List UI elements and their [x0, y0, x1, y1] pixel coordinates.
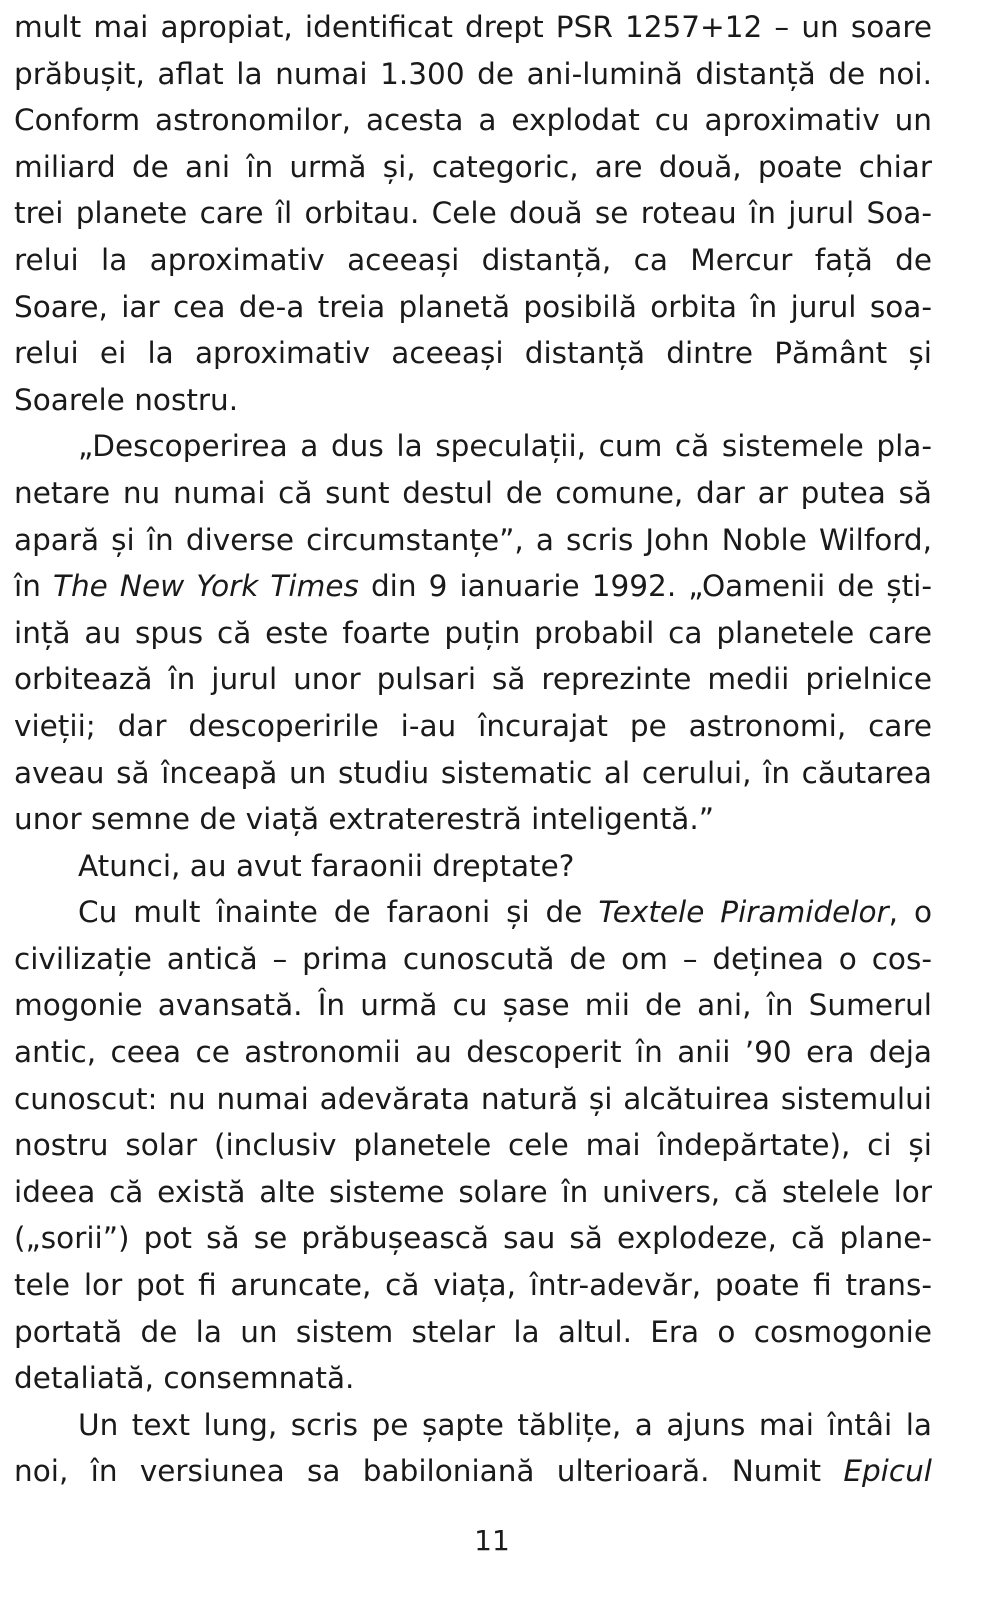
- text-line: netare nu numai că sunt destul de comune, dar ar putea să: [14, 475, 932, 510]
- text-line: Soare, iar cea de-a treia planetă posibilă orbita în jurul soa-: [14, 289, 932, 324]
- text-line: vieții; dar descoperirile i-au încurajat pe astronomi, care: [14, 708, 932, 743]
- text-line: („sorii”) pot să se prăbușească sau să explodeze, că plane-: [14, 1221, 932, 1256]
- text-line: [14, 563, 932, 610]
- text-line: Atunci, au avut faraonii dreptate?: [78, 848, 575, 883]
- text-line: aveau să înceapă un studiu sistematic al cerului, în căutarea: [14, 755, 932, 790]
- text-line: [14, 1448, 932, 1495]
- italic-title: Epicul: [843, 1454, 932, 1489]
- text-line: civilizație antică – prima cunoscută de om – deținea o cos-: [14, 941, 932, 976]
- text-line: Un text lung, scris pe șapte tăblițe, a ajuns mai întâi la: [78, 1407, 932, 1442]
- text-line: relui la aproximativ aceeași distanță, ca Mercur față de: [14, 242, 932, 277]
- text-line: apară și în diverse circumstanțe”, a scris John Noble Wilford,: [14, 522, 932, 557]
- text-line: relui ei la aproximativ aceeași distanță dintre Pământ și: [14, 336, 932, 371]
- page-number: 11: [474, 1524, 510, 1557]
- text-span: noi, în versiunea sa babiloniană ulterioară. Numit: [14, 1454, 844, 1489]
- text-line: „Descoperirea a dus la speculații, cum că sistemele pla-: [78, 429, 932, 464]
- text-line: detaliată, consemnată.: [14, 1361, 355, 1396]
- book-page-text: [14, 4, 932, 1495]
- text-line: nostru solar (inclusiv planetele cele mai îndepărtate), ci și: [14, 1128, 932, 1163]
- text-line: antic, ceea ce astronomii au descoperit în anii ’90 era deja: [14, 1035, 932, 1070]
- text-line: Soarele nostru.: [14, 382, 239, 417]
- text-line: tele lor pot fi aruncate, că viața, într-adevăr, poate fi trans-: [14, 1268, 932, 1303]
- text-span: Cu mult înainte de faraoni și de: [78, 895, 599, 930]
- text-span: în: [14, 569, 53, 604]
- text-line: portată de la un sistem stelar la altul. Era o cosmogonie: [14, 1314, 932, 1349]
- text-line: ință au spus că este foarte puțin probabil ca planetele care: [14, 615, 932, 650]
- text-line: mult mai apropiat, identificat drept PSR 1257+12 – un soare: [14, 10, 932, 44]
- text-line: ideea că există alte sisteme solare în univers, că stelele lor: [14, 1174, 932, 1209]
- text-line: cunoscut: nu numai adevărata natură și alcătuirea sistemului: [14, 1081, 932, 1116]
- text-line: prăbușit, aflat la numai 1.300 de ani-lumină distanță de noi.: [14, 56, 932, 91]
- italic-title: Textele Piramidelor: [598, 895, 889, 930]
- italic-title: The New York Times: [52, 569, 359, 604]
- text-span: , o: [888, 895, 933, 930]
- text-line: orbitează în jurul unor pulsari să reprezinte medii prielnice: [14, 662, 932, 697]
- text-span: din 9 ianuarie 1992. „Oamenii de ști-: [358, 569, 932, 604]
- text-line: miliard de ani în urmă și, categoric, are două, poate chiar: [14, 149, 932, 184]
- text-line: Conform astronomilor, acesta a explodat cu aproximativ un: [14, 103, 932, 138]
- text-line: unor semne de viață extraterestră inteligentă.”: [14, 802, 715, 837]
- text-line: mogonie avansată. În urmă cu șase mii de ani, în Sumerul: [14, 988, 932, 1023]
- text-line: [14, 889, 932, 936]
- text-line: trei planete care îl orbitau. Cele două se roteau în jurul Soa-: [14, 196, 932, 231]
